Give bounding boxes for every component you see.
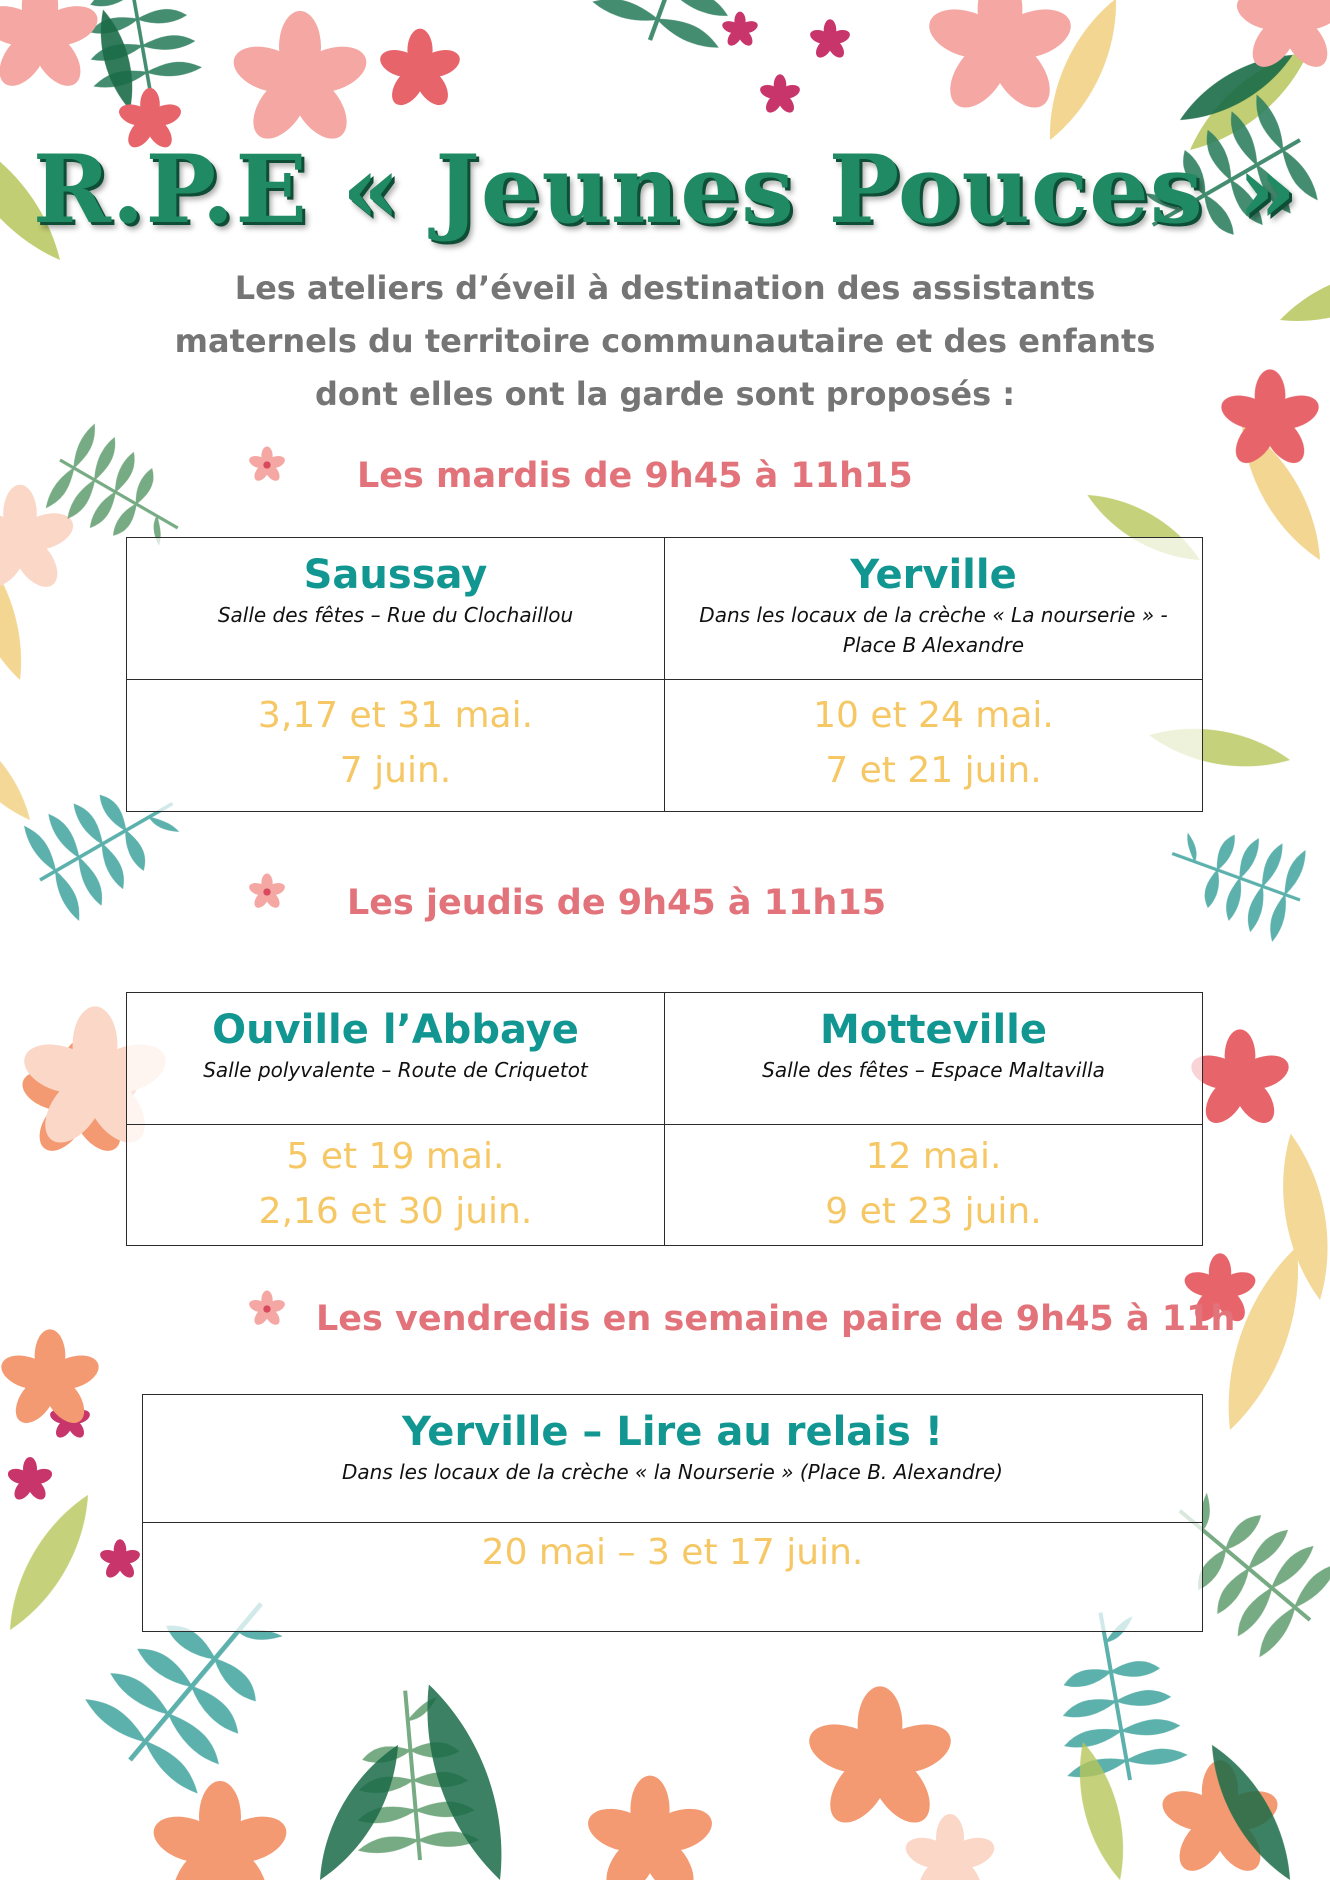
tuesday-schedule-table xyxy=(126,537,1203,812)
location-name: Ouville l’Abbaye xyxy=(212,1007,579,1053)
section-heading-tuesday: Les mardis de 9h45 à 11h15 xyxy=(357,456,913,496)
thursday-schedule-table xyxy=(126,992,1203,1246)
pink-flower-icon xyxy=(245,1287,289,1331)
location-cell xyxy=(143,1395,1203,1523)
dates-cell xyxy=(143,1523,1203,1632)
date-line: 20 mai – 3 et 17 juin. xyxy=(481,1532,864,1573)
page-title: R.P.E « Jeunes Pouces » xyxy=(32,135,1298,245)
date-line: 7 et 21 juin. xyxy=(825,750,1042,791)
date-line: 5 et 19 mai. xyxy=(286,1136,505,1177)
location-cell xyxy=(665,993,1203,1125)
date-line: 2,16 et 30 juin. xyxy=(258,1191,533,1232)
date-line: 3,17 et 31 mai. xyxy=(257,695,534,736)
section-heading-friday: Les vendredis en semaine paire de 9h45 à 11h xyxy=(316,1299,1236,1339)
intro-text: Les ateliers d’éveil à destination des assistants maternels du territoire communautaire et des enfants dont elles ont la garde sont proposés : xyxy=(174,269,1156,413)
pink-flower-icon xyxy=(245,443,289,487)
section-heading-thursday: Les jeudis de 9h45 à 11h15 xyxy=(347,883,887,923)
date-line: 12 mai. xyxy=(865,1136,1002,1177)
location-name: Motteville xyxy=(820,1007,1047,1053)
date-line: 7 juin. xyxy=(339,750,452,791)
location-name: Yerville – Lire au relais ! xyxy=(402,1409,943,1455)
location-name: Saussay xyxy=(303,552,488,598)
location-address: Salle des fêtes – Rue du Clochaillou xyxy=(217,603,574,627)
location-cell xyxy=(127,538,665,680)
dates-cell xyxy=(127,680,665,812)
dates-cell xyxy=(665,1125,1203,1246)
location-address: Dans les locaux de la crèche « La nourserie » - Place B Alexandre xyxy=(699,603,1168,657)
pink-flower-icon xyxy=(245,870,289,914)
location-address: Salle polyvalente – Route de Criquetot xyxy=(203,1058,588,1082)
location-cell xyxy=(127,993,665,1125)
dates-cell xyxy=(665,680,1203,812)
location-cell xyxy=(665,538,1203,680)
friday-schedule-table xyxy=(142,1394,1203,1632)
location-address: Dans les locaux de la crèche « la Nourserie » (Place B. Alexandre) xyxy=(342,1460,1003,1484)
location-name: Yerville xyxy=(850,552,1017,598)
date-line: 9 et 23 juin. xyxy=(825,1191,1042,1232)
location-address: Salle des fêtes – Espace Maltavilla xyxy=(762,1058,1105,1082)
dates-cell xyxy=(127,1125,665,1246)
date-line: 10 et 24 mai. xyxy=(813,695,1054,736)
